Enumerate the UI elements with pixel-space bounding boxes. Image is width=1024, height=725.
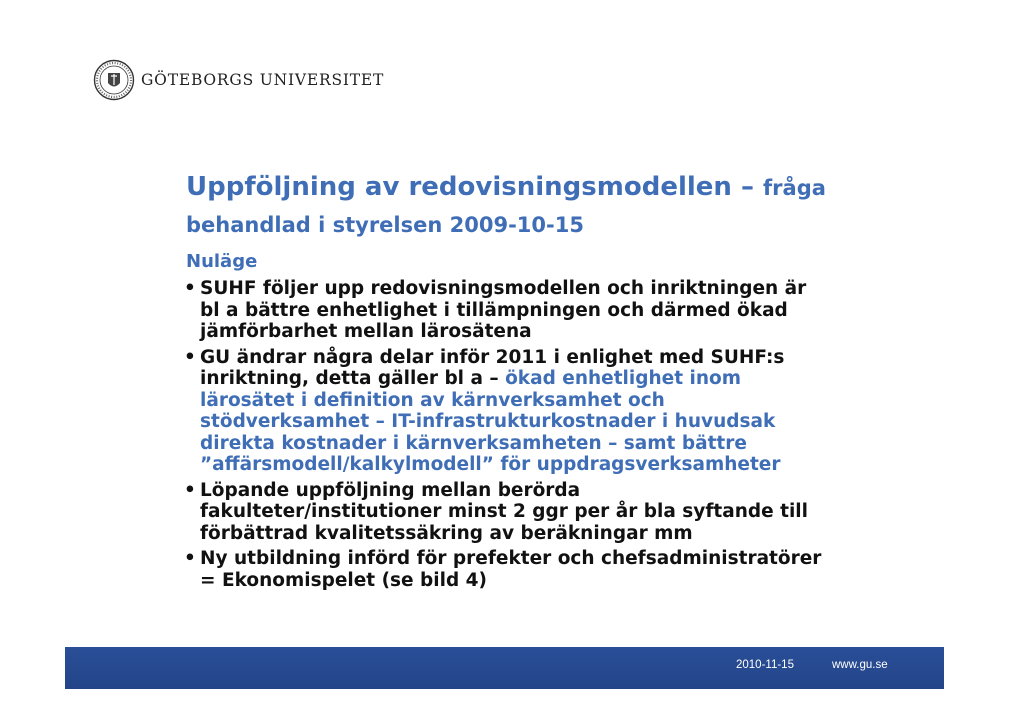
university-seal-icon <box>93 59 135 101</box>
university-name: GÖTEBORGS UNIVERSITET <box>141 71 385 89</box>
slide-title-part1: Uppföljning av redovisningsmodellen – <box>186 172 764 202</box>
slide-title-line2: behandlad i styrelsen 2009-10-15 <box>186 213 584 237</box>
bullet-text-highlight: ökad enhetlighet inom lärosätet i definition av kärnverksamhet och stödverksamhet – IT-infrastrukturkostnader i huvudsak direkta kostnader i kärnverksamheten – samt bättre ”affärsmodell/kalkylmodell” för uppdragsverksamheter <box>200 368 781 475</box>
bullet-text: GU ändrar några delar inför 2011 i enlighet med SUHF:s inriktning, detta gäller bl a – <box>200 346 785 389</box>
bullet-item <box>182 480 822 545</box>
bullet-text: SUHF följer upp redovisningsmodellen och inriktningen är bl a bättre enhetlighet i tillämpningen och därmed ökad jämförbarhet mellan lärosätena <box>200 278 807 342</box>
bullet-list <box>182 278 822 595</box>
bullet-item <box>182 347 822 476</box>
bullet-marker: • <box>184 548 196 569</box>
bullet-marker: • <box>184 346 196 368</box>
bullet-item <box>182 278 822 343</box>
footer-url[interactable]: www.gu.se <box>832 659 888 671</box>
slide-title-part2: fråga <box>763 176 826 200</box>
bullet-marker: • <box>184 278 196 299</box>
bullet-text: Löpande uppföljning mellan berörda fakulteter/institutioner minst 2 ggr per år bla syftande till förbättrad kvalitetssäkring av beräkningar mm <box>200 479 808 544</box>
bullet-text: Ny utbildning införd för prefekter och chefsadministratörer = Ekonomispelet (se bild 4) <box>200 548 822 591</box>
bullet-item <box>182 548 822 591</box>
bullet-marker: • <box>184 479 196 501</box>
slide-title <box>186 168 826 242</box>
footer-date: 2010-11-15 <box>736 659 794 671</box>
section-heading: Nuläge <box>186 251 258 272</box>
footer-bar <box>65 647 944 689</box>
university-header <box>93 58 384 102</box>
